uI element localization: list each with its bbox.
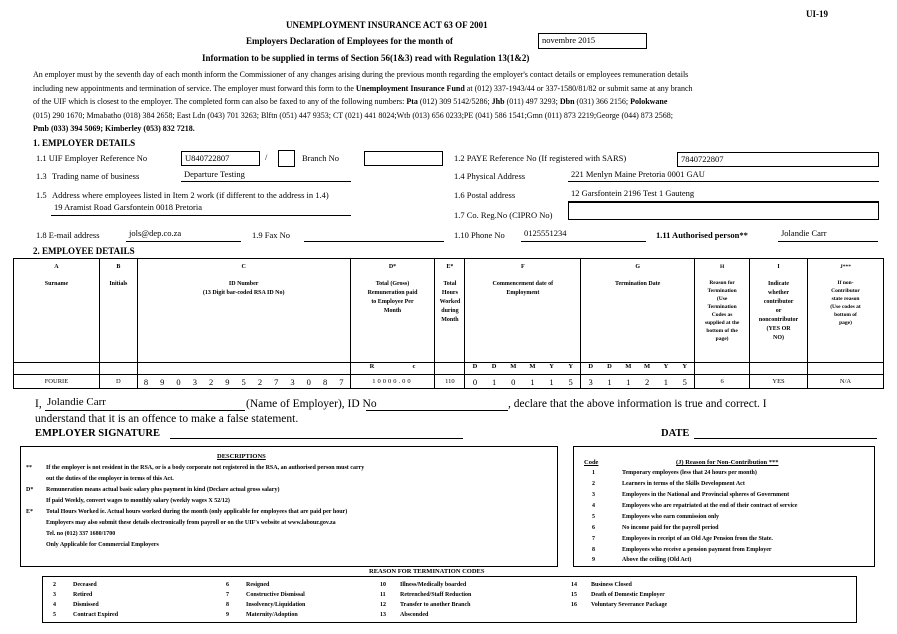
col-b-header: B Initials xyxy=(99,259,137,363)
employer-details-heading: 1. EMPLOYER DETAILS xyxy=(33,138,136,148)
work-address-input[interactable]: 19 Aramist Road Garsfontein 0018 Pretoria xyxy=(51,202,351,216)
physical-address-input[interactable]: 221 Menlyn Maine Pretoria 0001 GAU xyxy=(568,169,879,182)
col-e-header: E* Total Hours Worked during Month xyxy=(435,259,465,363)
nc-text: Employees who earn commission only xyxy=(622,514,720,520)
surname-cell[interactable]: FOURIE xyxy=(14,375,100,389)
declaration-statement: , declare that the above information is true and correct. I xyxy=(508,398,767,410)
desc-line: out the duties of the employer in terms of this Act. xyxy=(46,476,174,482)
term-code: 4 xyxy=(53,602,56,608)
desc-line: Total Hours Worked ie. Actual hours worked during the month (only applicable for employees that are paid per hour) xyxy=(46,509,348,515)
form-subtitle: Employers Declaration of Employees for the month of xyxy=(246,36,454,46)
non-contribution-box xyxy=(573,446,875,567)
nc-code: 2 xyxy=(592,481,595,487)
date-label: DATE xyxy=(661,428,690,439)
branch-label: Branch No xyxy=(302,153,340,163)
commencement-subheader: D D M M Y Y xyxy=(465,363,581,375)
branch-input[interactable] xyxy=(364,151,443,166)
term-text: Constructive Dismissal xyxy=(246,592,305,598)
authorised-person-label: 1.11 Authorised person** xyxy=(656,230,748,240)
employee-details-heading: 2. EMPLOYEE DETAILS xyxy=(33,246,135,256)
nc-text: Temporary employees (less that 24 hours per month) xyxy=(622,470,757,476)
month-input[interactable]: novembre 2015 xyxy=(538,33,647,49)
termination-subheader: D D M M Y Y xyxy=(581,363,695,375)
term-code: 16 xyxy=(571,602,577,608)
desc-line: If paid Weekly, convert wages to monthly salary (weekly wages X 52/12) xyxy=(46,498,230,504)
term-code: 10 xyxy=(380,582,386,588)
nc-code: 3 xyxy=(592,492,595,498)
physical-address-label: 1.4 Physical Address xyxy=(454,171,526,181)
fax-input[interactable] xyxy=(304,228,444,242)
term-text: Deceased xyxy=(73,582,97,588)
col-f-header: F Commencement date of Employment xyxy=(465,259,581,363)
nc-text: Employees in the National and Provincial spheres of Government xyxy=(622,492,790,498)
fax-label: 1.9 Fax No xyxy=(252,230,291,240)
employee-table xyxy=(13,258,884,389)
email-input[interactable]: jols@dep.co.za xyxy=(126,228,241,242)
intro-paragraph: An employer must by the seventh day of each month inform the Commissioner of any changes arising during the previous month regarding the employer's contact details or employees remuneration details including new appointments and termination of service. The employer must forward this form to the Unemployment Insurance Fund at (012) 337-1943/44 or 337-1580/81/82 or submit same at any branch of the UIF which is closest to the employer. The completed form can also be faxed to any of the following numbers: Pta (012) 309 5142/5286; Jhb (011) 497 3293; Dbn (031) 366 2156; Polokwane (015) 290 1670; Mmabatho (018) 384 2658; East Ldn (043) 701 3263; Blftn (051) 447 9353; CT (021) 441 8024;Wtb (013) 656 0233;PE (041) 586 1541;Gmn (011) 873 2219;George (044) 873 2568; Pmb (033) 394 5069; Kimberley (053) 832 7218. xyxy=(33,70,693,134)
employer-signature-label: EMPLOYER SIGNATURE xyxy=(35,428,160,439)
form-code: UI-19 xyxy=(806,9,828,19)
desc-mark: D* xyxy=(26,487,34,493)
term-text: Illness/Medically boarded xyxy=(400,582,467,588)
uif-ref-label: 1.1 UIF Employer Reference No xyxy=(36,153,148,163)
term-text: Dismissed xyxy=(73,602,99,608)
term-text: Retrenched/Staff Reduction xyxy=(400,592,472,598)
phone-label: 1.10 Phone No xyxy=(454,230,505,240)
nc-code: 7 xyxy=(592,536,595,542)
desc-line: Only Applicable for Commercial Employers xyxy=(46,542,159,548)
col-j-header: J*** If non- Contributor state reason (Use codes at bottom of page) xyxy=(808,259,884,363)
uif-ref-suffix-input[interactable] xyxy=(278,150,295,167)
postal-address-input[interactable]: 12 Garsfontein 2196 Test 1 Gauteng xyxy=(568,188,879,202)
work-address-num: 1.5 xyxy=(36,190,47,200)
rand-cents-subheader: R c xyxy=(350,363,435,375)
postal-address-label: 1.6 Postal address xyxy=(454,190,516,200)
col-i-header: I Indicate whether contributor or noncontributor (YES OR NO) xyxy=(750,259,808,363)
nc-text: Above the ceiling (Old Act) xyxy=(622,557,692,563)
term-text: Business Closed xyxy=(591,582,632,588)
non-contribution-title: (J) Reason for Non-Contribution *** xyxy=(676,459,779,466)
paye-input[interactable]: 7840722807 xyxy=(677,152,879,167)
table-subheader-row xyxy=(14,363,884,375)
col-d-header: D* Total (Gross) Remuneration paid to Employee Per Month xyxy=(350,259,435,363)
slash-separator: / xyxy=(265,152,268,162)
id-digits: 8 9 0 3 2 9 5 2 7 3 0 8 7 xyxy=(143,376,344,387)
col-c-header: C ID Number (13 Digit bar-coded RSA ID No) xyxy=(137,259,350,363)
term-text: Absconded xyxy=(400,612,429,618)
nc-text: Learners in terms of the Skills Development Act xyxy=(622,481,745,487)
trading-name-num: 1.3 xyxy=(36,171,47,181)
trading-name-label: Trading name of business xyxy=(52,171,140,181)
desc-mark: ** xyxy=(26,465,32,471)
col-h-header: H Reason for Termination (Use Termination Codes as supplied at the bottom of the page) xyxy=(695,259,750,363)
descriptions-box xyxy=(20,446,558,567)
term-text: Transfer to another Branch xyxy=(400,602,471,608)
non-contrib-reason-cell[interactable]: N/A xyxy=(808,375,884,389)
table-header-row xyxy=(14,259,884,363)
term-code: 15 xyxy=(571,592,577,598)
term-code: 8 xyxy=(226,602,229,608)
col-g-header: G Termination Date xyxy=(581,259,695,363)
commencement-date-cell[interactable]: 0 1 0 1 1 5 xyxy=(465,375,581,389)
termination-codes-box xyxy=(42,576,857,623)
code-header: Code xyxy=(584,459,599,466)
descriptions-title: DESCRIPTIONS xyxy=(217,453,266,460)
term-text: Contract Expired xyxy=(73,612,119,618)
term-text: Insolvency/Liquidation xyxy=(246,602,306,608)
term-code: 7 xyxy=(226,592,229,598)
declaration-name-label: (Name of Employer), ID No xyxy=(246,398,377,410)
term-code: 6 xyxy=(226,582,229,588)
term-text: Resigned xyxy=(246,582,270,588)
authorised-person-input[interactable]: Jolandie Carr xyxy=(778,228,878,242)
desc-line: Employers may also submit these details electronically from payroll or on the UIF's website at www.labour.gov.za xyxy=(46,520,336,526)
term-text: Retired xyxy=(73,592,93,598)
coreg-input[interactable] xyxy=(568,202,879,220)
desc-line: Remuneration means actual basic salary plus payment in kind (Declare actual gross salary) xyxy=(46,487,280,493)
declarant-id-input[interactable] xyxy=(366,396,508,411)
contributor-cell[interactable]: YES xyxy=(750,375,808,389)
nc-code: 8 xyxy=(592,547,595,553)
table-row xyxy=(14,375,884,389)
nc-text: Employees who are repatriated at the end of their contract of service xyxy=(622,503,798,509)
col-a-header: A Surname xyxy=(14,259,100,363)
term-code: 13 xyxy=(380,612,386,618)
desc-line: Tel. no (012) 337 1680/1700 xyxy=(46,531,116,537)
info-line: Information to be supplied in terms of Section 56(1&3) read with Regulation 13(1&2) xyxy=(202,53,530,63)
nc-code: 1 xyxy=(592,470,595,476)
termination-reason-cell[interactable]: 6 xyxy=(695,375,750,389)
date-line[interactable] xyxy=(694,438,877,439)
term-text: Death of Domestic Employer xyxy=(591,592,665,598)
term-code: 11 xyxy=(380,592,386,598)
declarant-name-input[interactable]: Jolandie Carr xyxy=(45,396,245,411)
initials-cell[interactable]: D xyxy=(99,375,137,389)
page-title: UNEMPLOYMENT INSURANCE ACT 63 OF 2001 xyxy=(286,20,488,30)
declaration-i: I, xyxy=(35,398,42,410)
term-code: 3 xyxy=(53,592,56,598)
term-code: 14 xyxy=(571,582,577,588)
nc-code: 4 xyxy=(592,503,595,509)
term-code: 2 xyxy=(53,582,56,588)
desc-line: If the employer is not resident in the RSA, or is a body corporate not registered in the RSA, an authorised person must carry xyxy=(46,465,365,471)
signature-line[interactable] xyxy=(170,438,463,439)
declaration-offence: understand that it is an offence to make a false statement. xyxy=(35,413,299,425)
termination-date-cell[interactable]: 3 1 1 2 1 5 xyxy=(581,375,695,389)
remuneration-cell[interactable]: 10000.00 xyxy=(350,375,435,389)
term-code: 12 xyxy=(380,602,386,608)
nc-text: Employees who receive a pension payment from Employer xyxy=(622,547,772,553)
nc-code: 5 xyxy=(592,514,595,520)
nc-text: No income paid for the payroll period xyxy=(622,525,719,531)
nc-text: Employees in receipt of an Old Age Pension from the State. xyxy=(622,536,773,542)
paye-label: 1.2 PAYE Reference No (If registered with SARS) xyxy=(454,153,627,163)
term-code: 5 xyxy=(53,612,56,618)
email-label: 1.8 E-mail address xyxy=(36,230,100,240)
coreg-label: 1.7 Co. Reg.No (CIPRO No) xyxy=(454,210,553,220)
uif-ref-input[interactable]: U840722807 xyxy=(181,151,260,166)
phone-input[interactable]: 0125551234 xyxy=(521,228,646,242)
hours-cell[interactable]: 110 xyxy=(435,375,465,389)
work-address-label: Address where employees listed in Item 2 work (if different to the address in 1.4) xyxy=(52,190,329,200)
termination-codes-title: REASON FOR TERMINATION CODES xyxy=(369,568,485,575)
term-code: 9 xyxy=(226,612,229,618)
nc-code: 6 xyxy=(592,525,595,531)
term-text: Voluntary Severance Package xyxy=(591,602,668,608)
id-number-cell[interactable] xyxy=(137,375,350,389)
nc-code: 9 xyxy=(592,557,595,563)
desc-mark: E* xyxy=(26,509,34,515)
trading-name-input[interactable]: Departure Testing xyxy=(181,169,351,182)
term-text: Maternity/Adoption xyxy=(246,612,298,618)
